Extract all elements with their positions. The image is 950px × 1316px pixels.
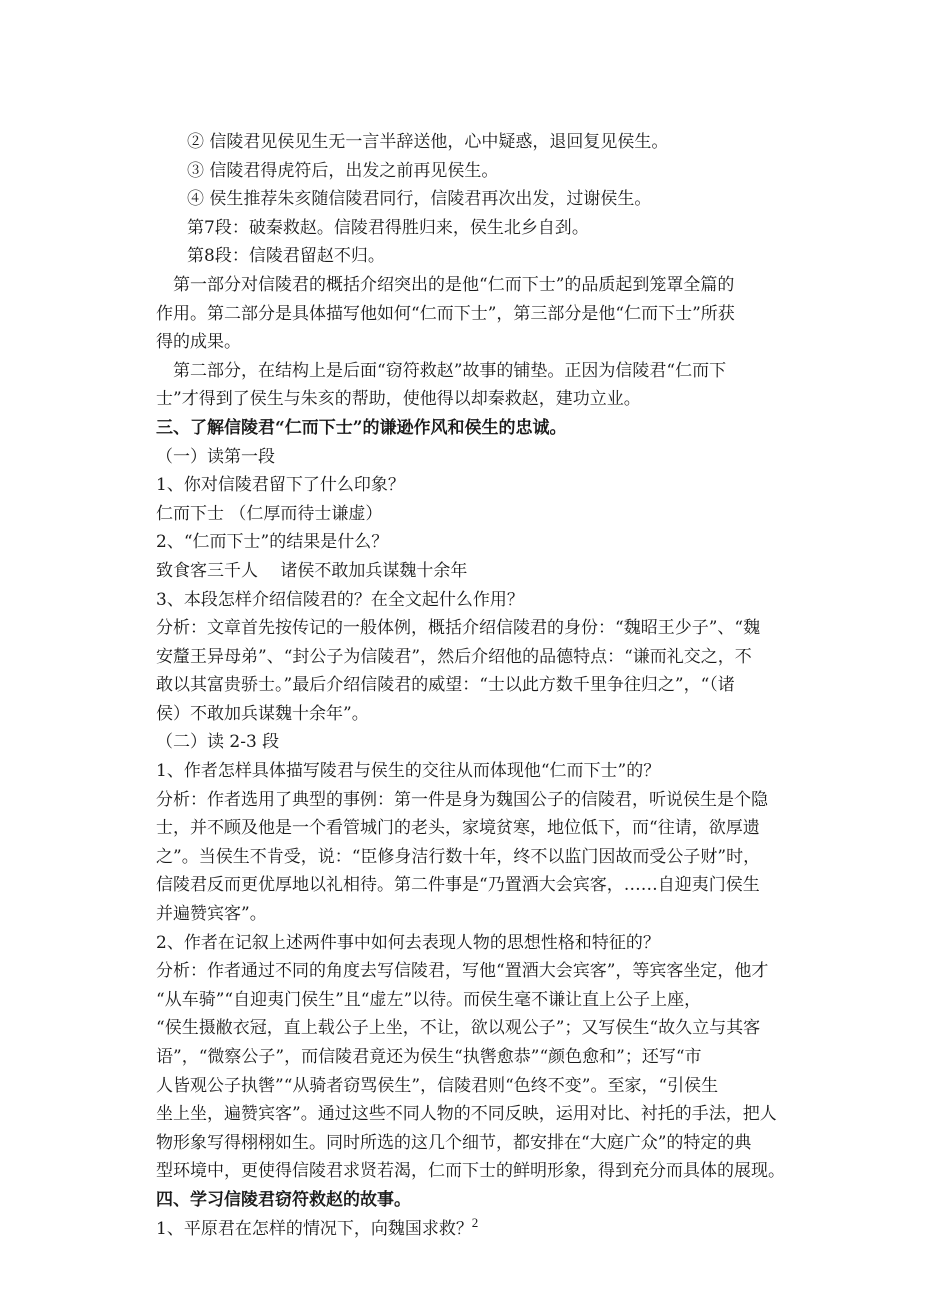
text-line: 人皆观公子执辔”“从骑者窃骂侯生”，信陵君则“色终不变”。至家，“引侯生 [156,1075,719,1096]
text-line: 型环境中，更使得信陵君求贤若渴，仁而下士的鲜明形象，得到充分而具体的展现。 [156,1161,785,1182]
text-line: 并遍赞宾客”。 [156,904,267,925]
text-line: ② 信陵君见侯见生无一言半辞送他，心中疑惑，退回复见侯生。 [187,132,669,152]
text-line: 物形象写得栩栩如生。同时所选的这几个细节，都安排在“大庭广众”的特定的典 [156,1132,752,1153]
text-line: 第二部分，在结构上是后面“窃符救赵”故事的铺垫。正因为信陵君“仁而下 [173,360,727,381]
text-line: 侯）不敢加兵谋魏十余年”。 [156,703,369,724]
text-line: 仁而下士 （仁厚而待士谦虚） [156,503,383,524]
text-line: 安釐王异母弟”、“封公子为信陵君”，然后介绍他的品德特点：“谦而礼交之，不 [156,646,752,667]
text-line: 1、你对信陵君留下了什么印象？ [156,475,405,496]
text-line: 第7段：破秦救赵。信陵君得胜归来，侯生北乡自刭。 [187,217,589,238]
text-line: 敢以其富贵骄士。”最后介绍信陵君的威望：“士以此方数千里争往归之”，“（诸 [156,675,735,696]
text-line: 1、作者怎样具体描写陵君与侯生的交往从而体现他“仁而下士”的？ [156,761,661,782]
text-line: 致食客三千人 诸侯不敢加兵谋魏十余年 [156,560,468,581]
text-line: “侯生摄敝衣冠，直上载公子上坐，不让，欲以观公子”；又写侯生“故久立与其客 [156,1018,761,1039]
text-line: “从车骑”“自迎夷门侯生”且“虚左”以待。而侯生毫不谦让直上公子上座， [156,989,702,1010]
page-number: 2 [471,1215,479,1230]
text-line: 得的成果。 [156,332,241,353]
text-line: 士”才得到了侯生与朱亥的帮助，使他得以却秦救赵，建功立业。 [156,389,641,410]
text-line: 信陵君反而更优厚地以礼相待。第二件事是“乃置酒大会宾客，……自迎夷门侯生 [156,875,760,896]
text-line: 分析：作者通过不同的角度去写信陵君，写他“置酒大会宾客”，等宾客坐定，他才 [156,961,769,982]
text-line: 作用。第二部分是具体描写他如何“仁而下士”，第三部分是他“仁而下士”所获 [156,303,735,324]
text-line: ③ 信陵君得虎符后，出发之前再见侯生。 [187,160,499,181]
section-heading: 四、学习信陵君窃符救赵的故事。 [156,1189,411,1210]
text-line: 坐上坐，遍赞宾客”。通过这些不同人物的不同反映，运用对比、衬托的手法，把人 [156,1104,777,1125]
text-line: （二）读 2-3 段 [156,732,280,753]
text-line: 语”，“微察公子”，而信陵君竟还为侯生“执辔愈恭”“颜色愈和”；还写“市 [156,1047,702,1067]
document-body [156,128,804,1243]
section-heading: 三、了解信陵君“仁而下士”的谦逊作风和侯生的忠诚。 [156,417,567,438]
text-line: ④ 侯生推荐朱亥随信陵君同行，信陵君再次出发，过谢侯生。 [187,189,652,210]
text-line: 之”。当侯生不肯受，说：“臣修身洁行数十年，终不以监门因故而受公子财”时， [156,846,761,867]
text-line: （一）读第一段 [156,446,275,467]
text-line: 1、平原君在怎样的情况下，向魏国求救？ [156,1218,473,1239]
text-line: 分析：作者选用了典型的事例：第一件是身为魏国公子的信陵君，听说侯生是个隐 [156,789,768,810]
text-line: 3、本段怎样介绍信陵君的？在全文起什么作用？ [156,589,524,610]
text-line: 第一部分对信陵君的概括介绍突出的是他“仁而下士”的品质起到笼罩全篇的 [173,274,735,295]
text-line: 分析：文章首先按传记的一般体例，概括介绍信陵君的身份：“魏昭王少子”、“魏 [156,618,761,639]
text-line: 第8段：信陵君留赵不归。 [187,246,385,267]
text-line: 2、作者在记叙上述两件事中如何去表现人物的思想性格和特征的？ [156,932,660,953]
text-line: 2、“仁而下士”的结果是什么？ [156,532,389,553]
text-line: 士，并不顾及他是一个看管城门的老头，家境贫寒，地位低下，而“往请，欲厚遗 [156,818,760,839]
